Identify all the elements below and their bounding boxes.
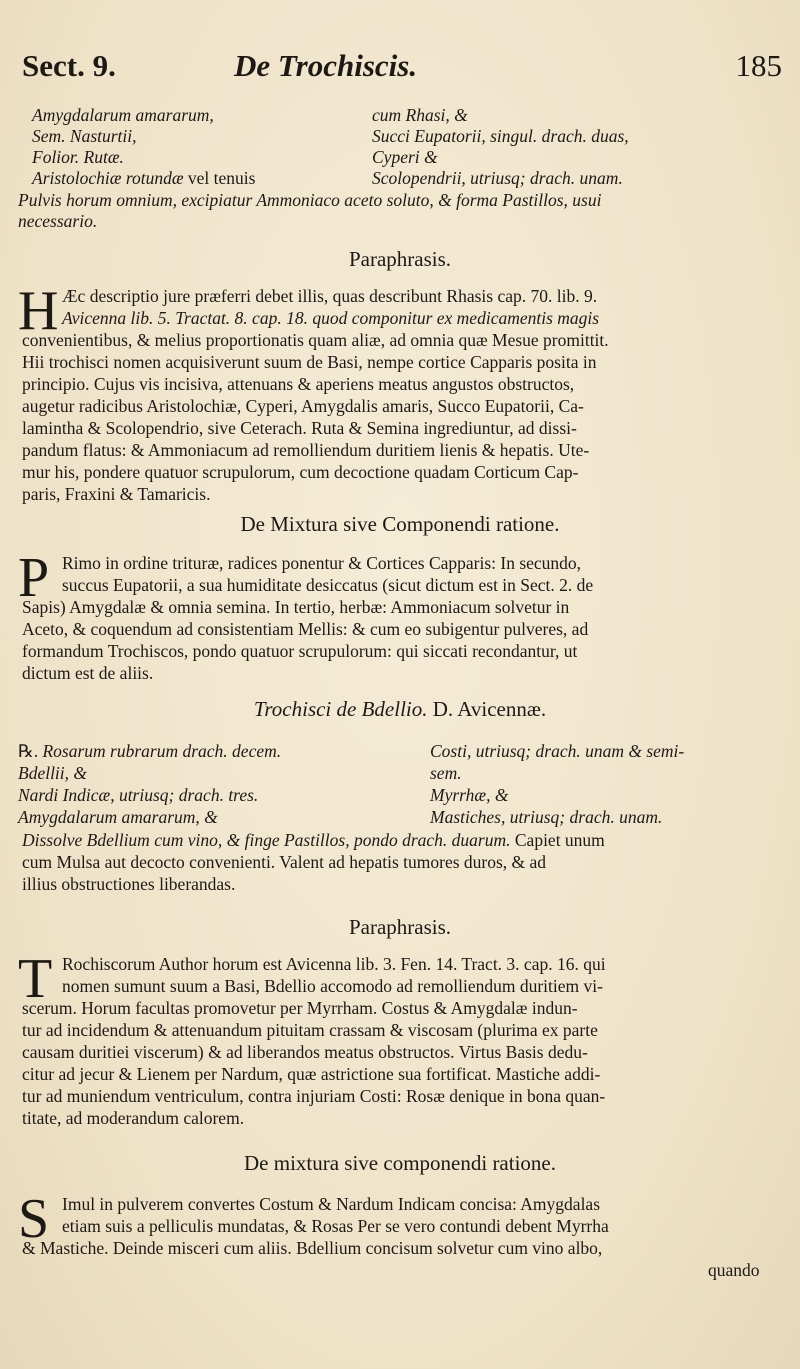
mixtura-text-1: P Rimo in ordine trituræ, radices ponentur & Cortices Capparis: In secundo, succus Eupatorii, a sua humiditate desiccatus (sicut dictum est in Sect. 2. de Sapis) Amygdalæ & omnia semina. In tertio, herbæ: Ammoniacum solvetur in Aceto, & coquendum ad consistentiam Mellis: & cum eo subigentur pulveres, ad formandum Trochiscos, pondo quatuor scrupulorum: qui siccati recondantur, ut dictum est de aliis. [18,547,594,683]
bdellio-right-4: Mastiches, utriusq; drach. unam. [430,807,663,827]
paraphrasis-heading-2: Paraphrasis. [348,915,452,939]
bdellio-left-4: Amygdalarum amararum, & [18,807,218,827]
ingredient-right-3: Cyperi & [372,147,438,167]
bdellio-left-3: Nardi Indicæ, utriusq; drach. tres. [18,785,259,805]
mixtura-text-2: S Imul in pulverem convertes Costum & Nardum Indicam concisa: Amygdalas etiam suis a pelliculis mundatas, & Rosas Per se vero contundi debent Myrrha & Mastiche. Deinde misceri cum aliis. Bdellium concisum solvetur cum vino albo, [18,1188,609,1258]
bdellio-closing-3: illius obstructiones liberandas. [22,874,236,894]
bdellio-right-2: sem. [430,763,462,783]
page-title: De Trochiscis. [234,48,418,83]
mixtura-heading-1: De Mixtura sive Componendi ratione. [240,512,560,536]
recipe-closing-1: Pulvis horum omnium, excipiatur Ammoniaco aceto soluto, & forma Pastillos, usui [18,190,602,210]
section-label: Sect. 9. [22,48,116,83]
page-number: 185 [735,48,782,83]
paraphrasis-text-1: H Æc descriptio jure præferri debet illis, quas describunt Rhasis cap. 70. lib. 9. Avicenna lib. 5. Tractat. 8. cap. 18. quod componitur ex medicamentis magis convenientibus, & melius proportionatis quam aliæ, ad omnia quæ Mesue promittit. Hii trochisci nomen acquisiverunt suum de Basi, nempe cortice Capparis posita in principio. Cujus vis incisiva, attenuans & aperiens meatus angustos obstructos, augetur radicibus Aristolochiæ, Cyperi, Amygdalis amaris, Succo Eupatorii, Ca- lamintha & Scolopendrio, sive Ceterach. Ruta & Semina ingrediuntur, ad dissi- pandum flatus: & Ammoniacum ad remolliendum duritiem lienis & hepatis. Ute- mur his, pondere quatuor scrupulorum, cum decoctione quadam Corticum Cap- paris, Fraxini & Tamaricis. [18,280,609,504]
ingredient-left-3: Folior. Rutæ. [32,147,124,167]
ingredient-right-1: cum Rhasi, & [372,105,468,125]
ingredient-left-2: Sem. Nasturtii, [32,126,137,146]
recipe-closing-2: necessario. [18,211,98,231]
bdellio-heading: Trochisci de Bdellio. D. Avicennæ. [253,697,547,721]
ingredient-right-2: Succi Eupatorii, singul. drach. duas, [372,126,629,146]
bdellio-right-3: Myrrhæ, & [430,785,509,805]
catchword: quando [708,1260,760,1280]
bdellio-right-1: Costi, utriusq; drach. unam & semi- [430,741,685,761]
dropcap-s: S [18,1188,50,1250]
running-head [0,48,800,98]
bdellio-left-1: ℞. Rosarum rubrarum drach. decem. [18,741,282,761]
ingredient-left-4: Aristolochiæ rotundæ vel tenuis [32,168,256,188]
bdellio-closing-1: Dissolve Bdellium cum vino, & finge Pastillos, pondo drach. duarum. Capiet unum [22,830,605,850]
ingredient-right-4: Scolopendrii, utriusq; drach. unam. [372,168,623,188]
dropcap-p: P [18,547,50,609]
paraphrasis-text-2: T Rochiscorum Author horum est Avicenna lib. 3. Fen. 14. Tract. 3. cap. 16. qui nomen sumunt suum a Basi, Bdellio accomodo ad remolliendum duritiem vi- scerum. Horum facultas promovetur per Myrrham. Costus & Amygdalæ indun- tur ad incidendum & attenuandum pituitam crassam & viscosam (plurima ex parte causam duritiei viscerum) & ad liberandos meatus obstructos. Virtus Basis dedu- citur ad jecur & Lienem per Nardum, quæ astrictione sua fortificat. Mastiche addi- tur ad muniendum ventriculum, contra injuriam Costi: Rosæ denique in bona quan- titate, ad moderandum calorem. [18,948,606,1128]
bdellio-closing-2: cum Mulsa aut decocto convenienti. Valent ad hepatis tumores duros, & ad [22,852,547,872]
dropcap-h: H [18,280,59,342]
bdellio-left-2: Bdellii, & [18,763,88,783]
paraphrasis-heading-1: Paraphrasis. [348,247,452,271]
ingredient-left-1: Amygdalarum amararum, [32,105,214,125]
mixtura-heading-2: De mixtura sive componendi ratione. [244,1151,556,1175]
dropcap-t: T [18,948,53,1010]
